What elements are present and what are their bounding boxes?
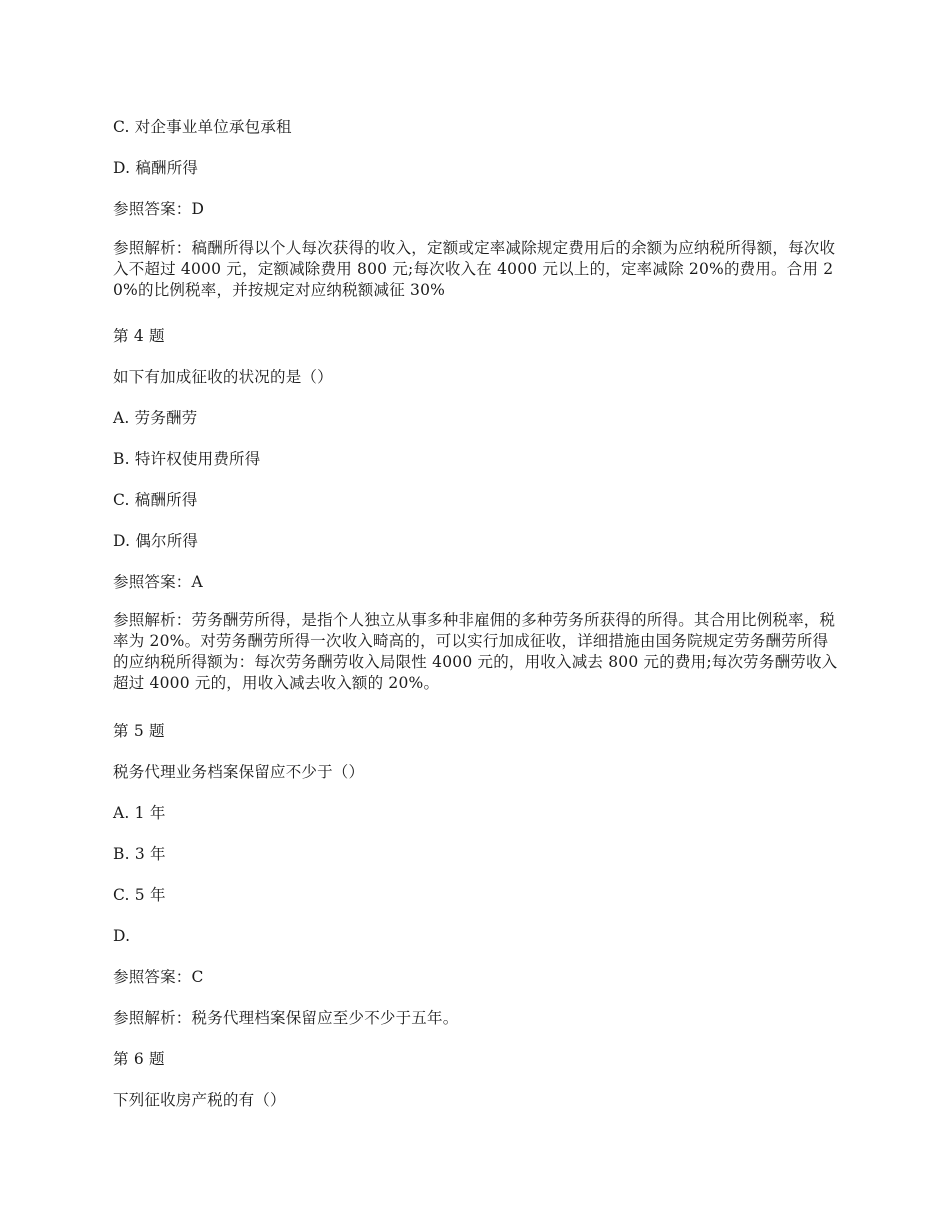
- question-number-5: 第 5 题: [113, 722, 165, 740]
- option-d-q4: D. 偶尔所得: [113, 532, 199, 550]
- option-d-q5: D.: [113, 927, 131, 945]
- analysis-q5: 参照解析：税务代理档案保留应至少不少于五年。: [113, 1009, 459, 1027]
- answer-q3: 参照答案：D: [113, 200, 205, 218]
- analysis-q4: 参照解析：劳务酬劳所得，是指个人独立从事多种非雇佣的多种劳务所获得的所得。其合用比例税率，税率为 20%。对劳务酬劳所得一次收入畸高的，可以实行加成征收，详细措施由国务院规定劳务酬劳所得的应纳税所得额为：每次劳务酬劳收入局限性 4000 元的，用收入减去 800 元的费用;每次劳务酬劳收入超过 4000 元的，用收入减去收入额的 20%。: [113, 611, 838, 692]
- question-text-5: 税务代理业务档案保留应不少于（）: [113, 763, 365, 781]
- question-number-4: 第 4 题: [113, 327, 165, 345]
- option-b-q4: B. 特许权使用费所得: [113, 450, 261, 468]
- option-a-q5: A. 1 年: [113, 804, 166, 822]
- question-text-6: 下列征收房产税的有（）: [113, 1091, 286, 1109]
- option-a-q4: A. 劳务酬劳: [113, 409, 198, 427]
- answer-q5: 参照答案：C: [113, 968, 204, 986]
- question-number-6: 第 6 题: [113, 1050, 165, 1068]
- analysis-q3: 参照解析：稿酬所得以个人每次获得的收入，定额或定率减除规定费用后的余额为应纳税所得额，每次收入不超过 4000 元，定额减除费用 800 元;每次收入在 4000 元以上的，定率减除 20%的费用。合用 20%的比例税率，并按规定对应纳税额减征 30%: [113, 239, 836, 299]
- answer-q4: 参照答案：A: [113, 573, 203, 591]
- option-c-q3: C. 对企事业单位承包承租: [113, 118, 292, 136]
- question-text-4: 如下有加成征收的状况的是（）: [113, 368, 333, 386]
- option-c-q5: C. 5 年: [113, 886, 166, 904]
- option-b-q5: B. 3 年: [113, 845, 166, 863]
- option-c-q4: C. 稿酬所得: [113, 491, 198, 509]
- option-d-q3: D. 稿酬所得: [113, 159, 199, 177]
